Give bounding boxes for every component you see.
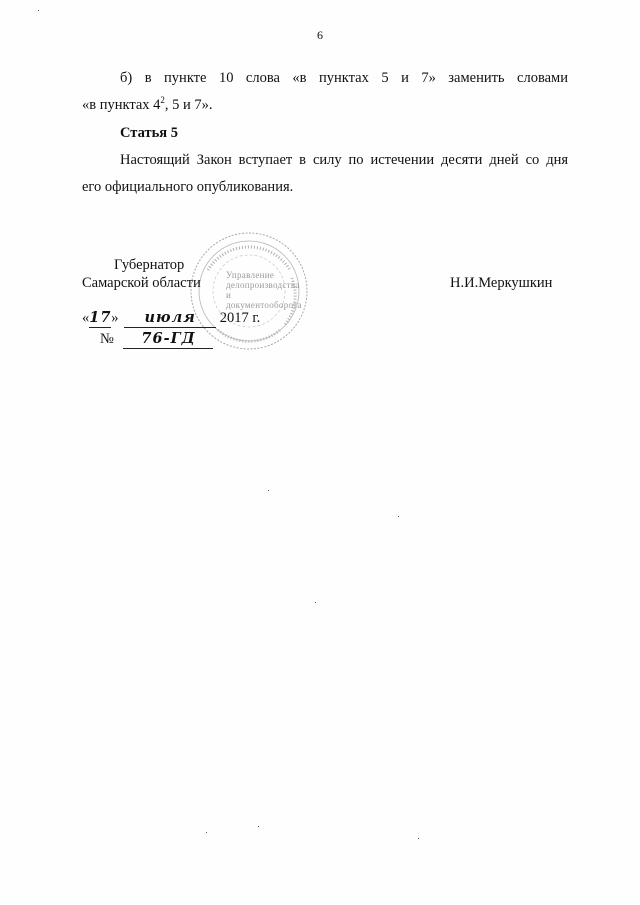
item-b-word: заменить bbox=[448, 70, 505, 86]
signatory-title-line-2: Самарской области bbox=[82, 275, 201, 291]
item-b-word: пунктах bbox=[319, 70, 369, 86]
law-number bbox=[100, 330, 213, 349]
scan-speck bbox=[315, 602, 316, 603]
item-b-line-2 bbox=[82, 93, 213, 117]
stamp-inner-text: Управление делопроизводства и документооборота bbox=[226, 270, 302, 310]
item-b-word: 7» bbox=[421, 70, 436, 86]
scan-speck bbox=[206, 832, 207, 833]
article-text-line-2: его официального опубликования. bbox=[82, 179, 294, 195]
signer-name: Н.И.Меркушкин bbox=[450, 275, 553, 291]
article-text-1: Настоящий Закон вступает в силу по истечении десяти дней со дня bbox=[120, 152, 568, 168]
item-b-word: 5 bbox=[381, 70, 389, 86]
signatory-title-line-1: Губернатор bbox=[114, 257, 185, 273]
scan-speck bbox=[398, 516, 399, 517]
item-b-word: 10 bbox=[218, 70, 234, 86]
page-number: 6 bbox=[317, 28, 323, 42]
date-day: 17 bbox=[89, 309, 112, 326]
signing-date bbox=[82, 309, 260, 328]
article-text-line-1 bbox=[120, 148, 568, 172]
scan-speck bbox=[418, 838, 419, 839]
scan-speck bbox=[268, 490, 269, 491]
article-heading: Статья 5 bbox=[120, 125, 178, 141]
item-b-line-2-suffix: , 5 и 7». bbox=[164, 97, 213, 113]
date-open-quote: « bbox=[82, 310, 90, 326]
item-b-line-2-prefix: «в пунктах 4 bbox=[82, 97, 161, 113]
item-b-word: словами bbox=[517, 70, 568, 86]
scan-speck bbox=[258, 826, 259, 827]
superscript-2: 2 bbox=[160, 95, 165, 106]
item-b-word: и bbox=[401, 70, 409, 86]
item-b-word: «в bbox=[292, 70, 307, 86]
item-b-word: слова bbox=[245, 70, 280, 86]
item-b-word: пункте bbox=[164, 70, 207, 86]
item-b-line-1 bbox=[120, 66, 568, 90]
item-b-word: б) bbox=[120, 70, 133, 86]
number-label: № bbox=[100, 331, 114, 347]
date-month: июля bbox=[124, 309, 216, 328]
date-year: 2017 г. bbox=[219, 310, 261, 326]
scan-speck bbox=[38, 10, 39, 11]
item-b-word: в bbox=[144, 70, 152, 86]
number-value: 76-ГД bbox=[123, 330, 213, 349]
date-close-quote: » bbox=[111, 310, 119, 326]
